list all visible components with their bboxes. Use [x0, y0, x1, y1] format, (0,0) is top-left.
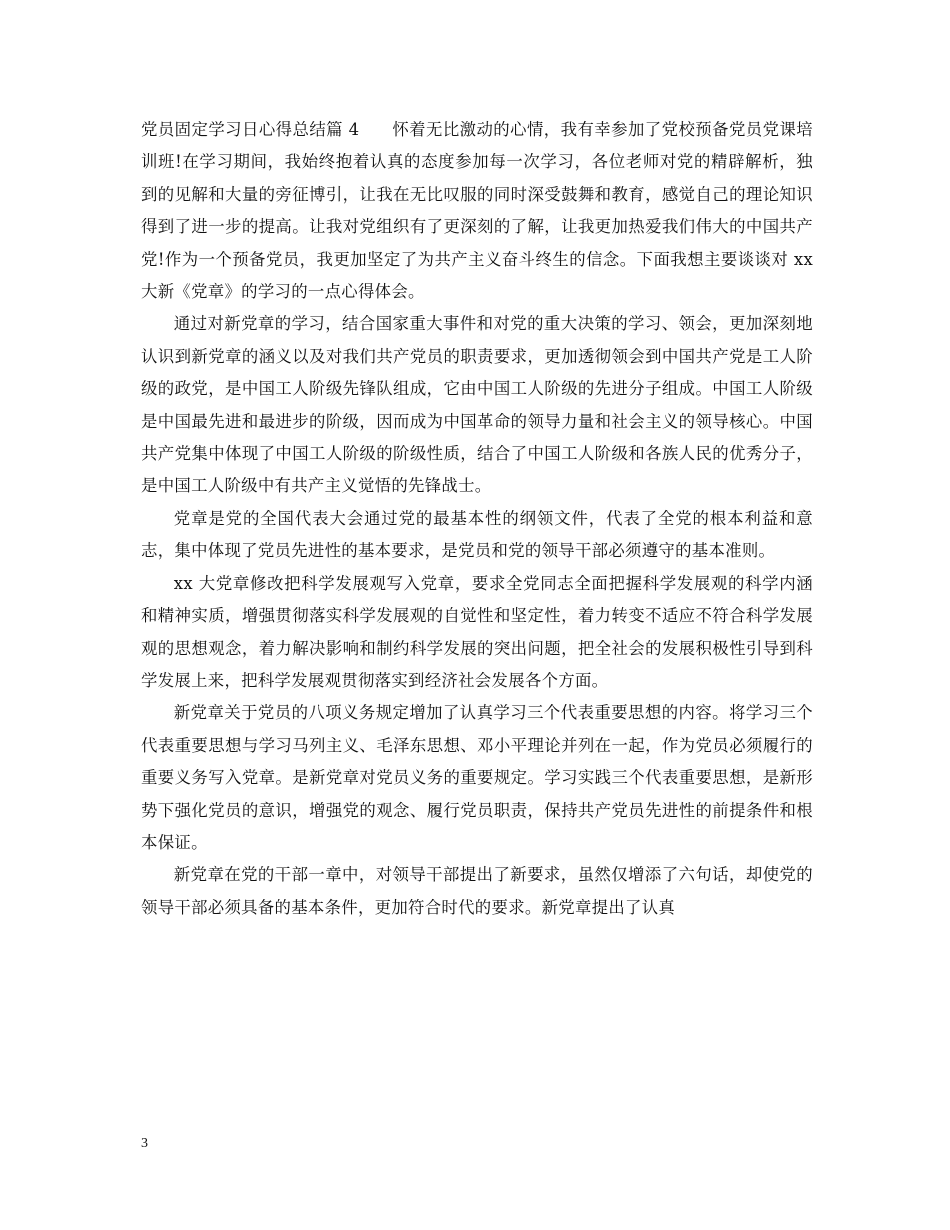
- paragraph-6: 新党章在党的干部一章中，对领导干部提出了新要求，虽然仅增添了六句话，却使党的领导干部必须具备的基本条件，更加符合时代的要求。新党章提出了认真: [141, 865, 813, 917]
- paragraph-3: 党章是党的全国代表大会通过党的最基本性的纲领文件，代表了全党的根本利益和意志，集中体现了党员先进性的基本要求，是党员和党的领导干部必须遵守的基本准则。: [141, 508, 813, 561]
- paragraph-4: xx 大党章修改把科学发展观写入党章，要求全党同志全面把握科学发展观的科学内涵和精神实质，增强贯彻落实科学发展观的自觉性和坚定性，着力转变不适应不符合科学发展观的思想观念，着力解决影响和制约科学发展的突出问题，把全社会的发展积极性引导到科学发展上来，把科学发展观贯彻落实到经济社会发展各个方面。: [141, 573, 813, 690]
- document-body: [141, 114, 813, 924]
- paragraph-2: 通过对新党章的学习，结合国家重大事件和对党的重大决策的学习、领会，更加深刻地认识到新党章的涵义以及对我们共产党员的职责要求，更加透彻领会到中国共产党是工人阶级的政党，是中国工人阶级先锋队组成，它由中国工人阶级的先进分子组成。中国工人阶级是中国最先进和最进步的阶级，因而成为中国革命的领导力量和社会主义的领导核心。中国共产党集中体现了中国工人阶级的阶级性质，结合了中国工人阶级和各族人民的优秀分子，是中国工人阶级中有共产主义觉悟的先锋战士。: [141, 314, 813, 496]
- paragraph-5: 新党章关于党员的八项义务规定增加了认真学习三个代表重要思想的内容。将学习三个代表重要思想与学习马列主义、毛泽东思想、邓小平理论并列在一起，作为党员必须履行的重要义务写入党章。是新党章对党员义务的重要规定。学习实践三个代表重要思想，是新形势下强化党员的意识，增强党的观念、履行党员职责，保持共产党员先进性的前提条件和根本保证。: [141, 703, 813, 852]
- paragraph-1: [141, 114, 813, 308]
- page-number: 3: [141, 1136, 148, 1151]
- document-title: 党员固定学习日心得总结篇 4: [141, 120, 360, 139]
- paragraph-1-text: 怀着无比激动的心情，我有幸参加了党校预备党员党课培训班!在学习期间，我始终抱着认真的态度参加每一次学习，各位老师对党的精辟解析，独到的见解和大量的旁征博引，让我在无比叹服的同时深受鼓舞和教育，感觉自己的理论知识得到了进一步的提高。让我对党组织有了更深刻的了解，让我更加热爱我们伟大的中国共产党!作为一个预备党员，我更加坚定了为共产主义奋斗终生的信念。下面我想主要谈谈对 xx 大新《党章》的学习的一点心得体会。: [141, 120, 813, 302]
